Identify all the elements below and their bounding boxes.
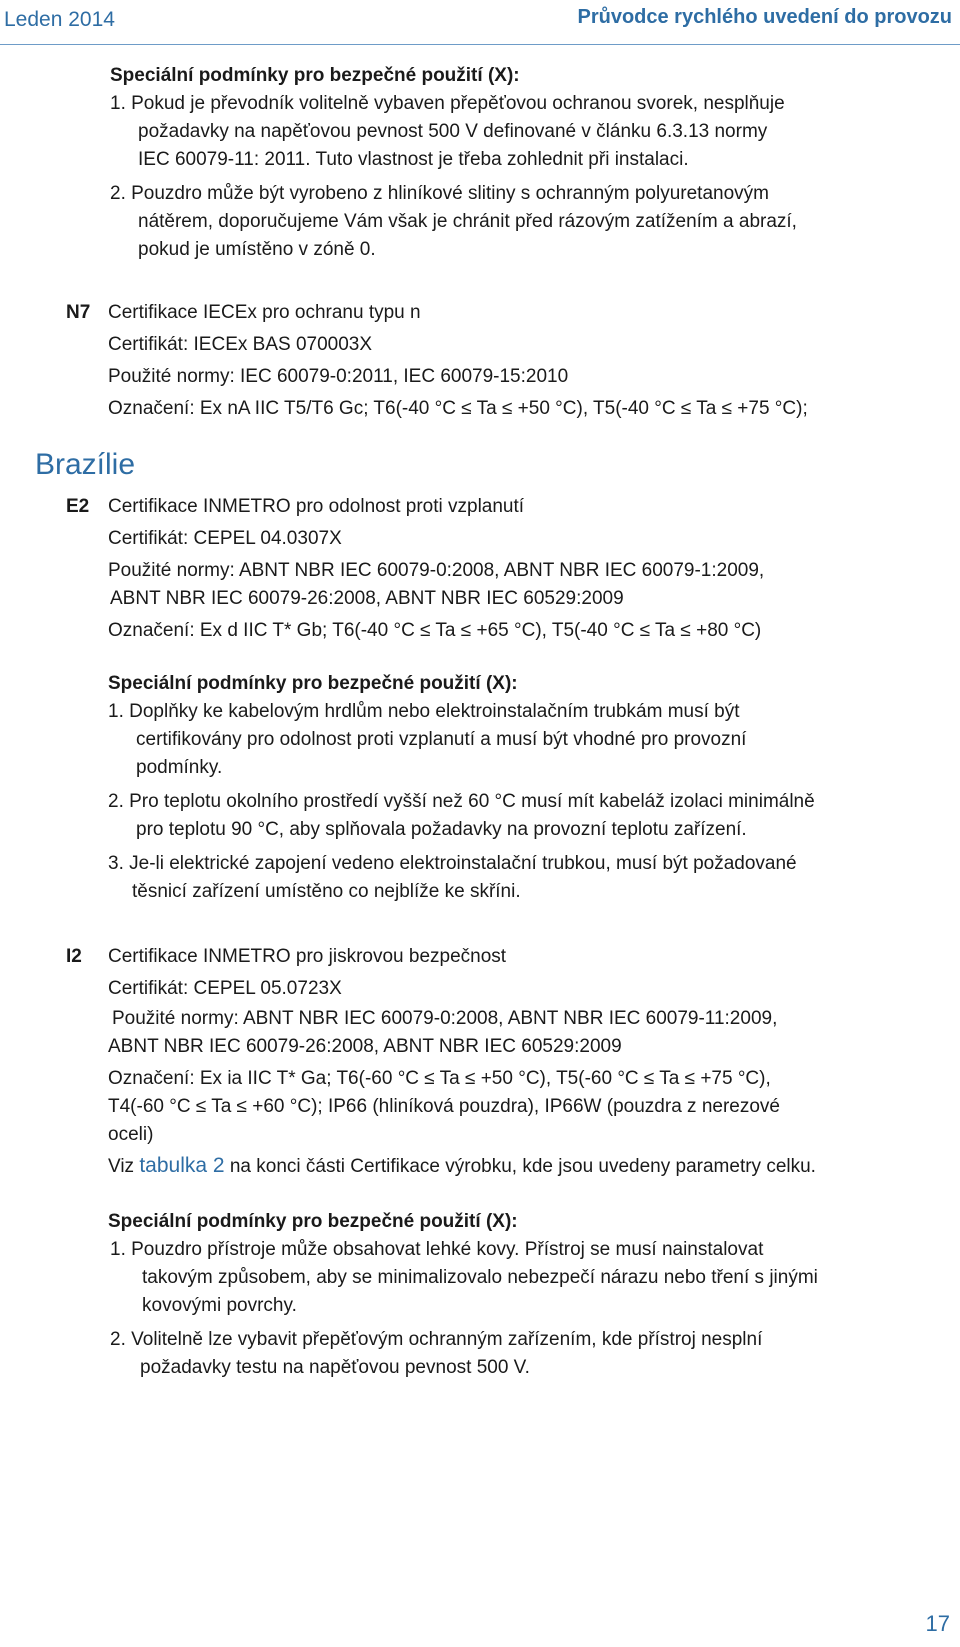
intro-condition-line: pokud je umístěno v zóně 0. [138,239,376,260]
cert-line: Certifikace INMETRO pro odolnost proti vzplanutí [108,496,525,517]
reference-suffix: na konci části Certifikace výrobku, kde jsou uvedeny parametry celku. [229,1156,816,1177]
intro-condition-line: 1. Pokud je převodník volitelně vybaven přepěťovou ochranou svorek, nesplňuje [110,93,785,114]
e2-condition-line: 3. Je-li elektrické zapojení vedeno elektroinstalační trubkou, musí být požadované [108,853,797,874]
cert-line: Označení: Ex ia IIC T* Ga; T6(-60 °C ≤ Ta ≤ +50 °C), T5(-60 °C ≤ Ta ≤ +75 °C), [108,1068,771,1089]
cert-line: Certifikace INMETRO pro jiskrovou bezpečnost [108,946,507,967]
e2-condition-line: těsnicí zařízení umístěno co nejblíže ke skříni. [132,881,521,902]
intro-condition-line: požadavky na napěťovou pevnost 500 V definované v článku 6.3.13 normy [138,121,768,142]
intro-condition-line: nátěrem, doporučujeme Vám však je chránit před rázovým zatížením a abrazí, [138,211,797,232]
e2-condition-line: podmínky. [136,757,223,778]
cert-line: oceli) [108,1124,154,1145]
i2-condition-line: kovovými povrchy. [142,1295,297,1316]
reference-prefix: Viz [108,1156,135,1177]
cert-line: Označení: Ex d IIC T* Gb; T6(-40 °C ≤ Ta ≤ +65 °C), T5(-40 °C ≤ Ta ≤ +80 °C) [108,620,762,641]
i2-condition-line: 1. Pouzdro přístroje může obsahovat lehké kovy. Přístroj se musí nainstalovat [110,1239,764,1260]
table-2-link[interactable]: tabulka 2 [139,1154,225,1177]
cert-line: Certifikát: IECEx BAS 070003X [108,334,373,355]
cert-code-n7: N7 [66,302,91,323]
i2-condition-line: takovým způsobem, aby se minimalizovalo nebezpečí nárazu nebo tření s jinými [142,1267,818,1288]
i2-condition-line: 2. Volitelně lze vybavit přepěťovým ochranným zařízením, kde přístroj nesplní [110,1329,763,1350]
intro-condition-line: 2. Pouzdro může být vyrobeno z hliníkové slitiny s ochranným polyuretanovým [110,183,769,204]
cert-line: Certifikát: CEPEL 05.0723X [108,978,342,999]
intro-condition-line: IEC 60079-11: 2011. Tuto vlastnost je třeba zohlednit při instalaci. [138,149,689,170]
cert-code-i2: I2 [66,946,82,967]
header-divider [0,44,960,45]
i2-conditions-heading: Speciální podmínky pro bezpečné použití (X): [108,1211,518,1232]
cert-line: ABNT NBR IEC 60079-26:2008, ABNT NBR IEC 60529:2009 [108,1036,622,1057]
e2-condition-line: certifikovány pro odolnost proti vzplanutí a musí být vhodné pro provozní [136,729,747,750]
i2-condition-line: požadavky testu na napěťovou pevnost 500 V. [140,1357,530,1378]
cert-line: Použité normy: ABNT NBR IEC 60079-0:2008, ABNT NBR IEC 60079-1:2009, [108,560,765,581]
e2-condition-line: pro teplotu 90 °C, aby splňovala požadavky na provozní teplotu zařízení. [136,819,747,840]
cert-line: ABNT NBR IEC 60079-26:2008, ABNT NBR IEC 60529:2009 [110,588,624,609]
cert-line: Certifikace IECEx pro ochranu typu n [108,302,421,323]
header-title: Průvodce rychlého uvedení do provozu [577,6,952,28]
cert-line: Označení: Ex nA IIC T5/T6 Gc; T6(-40 °C ≤ Ta ≤ +50 °C), T5(-40 °C ≤ Ta ≤ +75 °C); [108,398,808,419]
cert-line: Použité normy: IEC 60079-0:2011, IEC 60079-15:2010 [108,366,569,387]
e2-condition-line: 2. Pro teplotu okolního prostředí vyšší než 60 °C musí mít kabeláž izolaci minimálně [108,791,815,812]
section-title: Brazílie [35,448,136,481]
cert-code-e2: E2 [66,496,90,517]
page-number: 17 [925,1611,950,1636]
e2-conditions-heading: Speciální podmínky pro bezpečné použití (X): [108,673,518,694]
cert-line: T4(-60 °C ≤ Ta ≤ +60 °C); IP66 (hliníková pouzdra), IP66W (pouzdra z nerezové [108,1096,780,1117]
page-header [0,0,960,48]
cert-line: Certifikát: CEPEL 04.0307X [108,528,342,549]
e2-condition-line: 1. Doplňky ke kabelovým hrdlům nebo elektroinstalačním trubkám musí být [108,701,740,722]
cert-line: Použité normy: ABNT NBR IEC 60079-0:2008, ABNT NBR IEC 60079-11:2009, [112,1008,778,1029]
table-reference [108,1154,816,1178]
intro-conditions-heading: Speciální podmínky pro bezpečné použití (X): [110,65,520,86]
header-date: Leden 2014 [4,8,115,31]
